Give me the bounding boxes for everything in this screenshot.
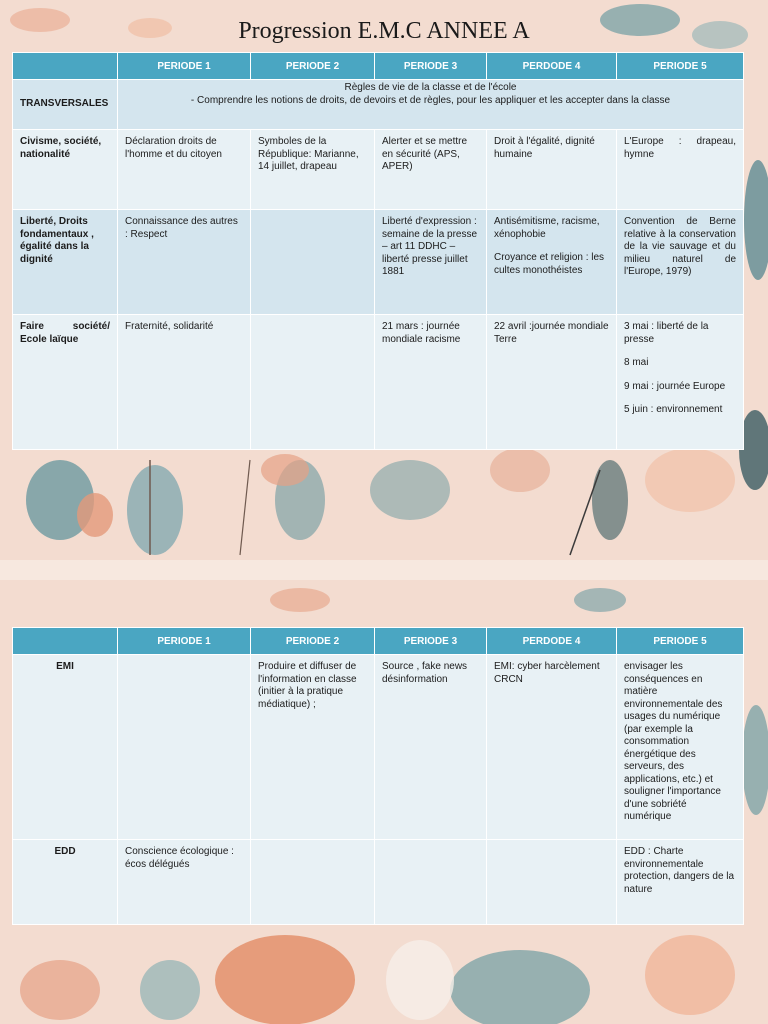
- cell-edd-p1: Conscience écologique : écos délégués: [118, 840, 251, 925]
- cell-civisme-p3: Alerter et se mettre en sécurité (APS, APER): [375, 130, 487, 210]
- cell-civisme-p5: L'Europe : drapeau, hymne: [617, 130, 744, 210]
- progression-table-1: [12, 52, 744, 450]
- row-label-emi: EMI: [13, 655, 118, 840]
- header-periode-5: PERIODE 5: [617, 53, 744, 80]
- cell-faire-p4: 22 avril :journée mondiale Terre: [487, 315, 617, 450]
- cell-civisme-p1: Déclaration droits de l'homme et du citoyen: [118, 130, 251, 210]
- cell-emi-p3: Source , fake news désinformation: [375, 655, 487, 840]
- cell-edd-p3: [375, 840, 487, 925]
- cell-faire-p5: [617, 315, 744, 450]
- transversales-line-1: Règles de vie de la classe et de l'école: [344, 82, 517, 93]
- faire-p5-line-3: 9 mai : journée Europe: [624, 380, 726, 392]
- header-periode-3: PERIODE 3: [375, 628, 487, 655]
- header-periode-4: PERDODE 4: [487, 628, 617, 655]
- cell-faire-p3: 21 mars : journée mondiale racisme: [375, 315, 487, 450]
- table-row: [13, 315, 744, 450]
- table-row: [13, 130, 744, 210]
- cell-edd-p5: EDD : Charte environnementale protection, dangers de la nature: [617, 840, 744, 925]
- header-empty: [13, 53, 118, 80]
- cell-edd-p4: [487, 840, 617, 925]
- liberte-p4-line-1: Antisémitisme, racisme, xénophobie: [494, 216, 600, 240]
- page-title: Progression E.M.C ANNEE A: [238, 18, 530, 44]
- row-label-faire-societe: Faire société/ Ecole laïque: [13, 315, 118, 450]
- header-periode-2: PERIODE 2: [251, 53, 375, 80]
- row-label-civisme: Civisme, société, nationalité: [13, 130, 118, 210]
- faire-p5-line-1: 3 mai : liberté de la presse: [624, 321, 709, 345]
- cell-emi-p1: [118, 655, 251, 840]
- cell-liberte-p3: Liberté d'expression : semaine de la presse – art 11 DDHC – liberté presse juillet 1881: [375, 210, 487, 315]
- header-periode-1: PERIODE 1: [118, 53, 251, 80]
- liberte-p4-line-2: Croyance et religion : les cultes monothéistes: [494, 252, 605, 276]
- row-label-transversales: TRANSVERSALES: [13, 80, 118, 130]
- faire-p5-line-4: 5 juin : environnement: [624, 404, 723, 415]
- cell-emi-p2: Produire et diffuser de l'information en classe (initier à la pratique médiatique) ;: [251, 655, 375, 840]
- cell-liberte-p2: [251, 210, 375, 315]
- row-label-edd: EDD: [13, 840, 118, 925]
- table-row: [13, 840, 744, 925]
- transversales-line-2: - Comprendre les notions de droits, de devoirs et de règles, pour les appliquer et les accepter dans la classe: [190, 94, 671, 106]
- progression-table-2: [12, 627, 744, 925]
- cell-emi-p5: envisager les conséquences en matière environnementale des usages du numérique (par exemple la consommation énergétique des serveurs, des applications, etc.) et souligner l'importance d'une sobriété numérique: [617, 655, 744, 840]
- header-periode-5: PERIODE 5: [617, 628, 744, 655]
- cell-liberte-p4: [487, 210, 617, 315]
- row-label-liberte: Liberté, Droits fondamentaux , égalité dans la dignité: [13, 210, 118, 315]
- faire-p5-line-2: 8 mai: [624, 357, 649, 368]
- cell-civisme-p4: Droit à l'égalité, dignité humaine: [487, 130, 617, 210]
- table-row: [13, 80, 744, 130]
- header-periode-3: PERIODE 3: [375, 53, 487, 80]
- header-periode-1: PERIODE 1: [118, 628, 251, 655]
- cell-faire-p1: Fraternité, solidarité: [118, 315, 251, 450]
- cell-edd-p2: [251, 840, 375, 925]
- cell-liberte-p1: Connaissance des autres : Respect: [118, 210, 251, 315]
- cell-civisme-p2: Symboles de la République: Marianne, 14 juillet, drapeau: [251, 130, 375, 210]
- header-row: [13, 53, 744, 80]
- table-row: [13, 210, 744, 315]
- cell-liberte-p5: Convention de Berne relative à la conservation de la vie sauvage et du milieu naturel de l'Europe, 1979): [617, 210, 744, 315]
- table-row: [13, 655, 744, 840]
- header-row: [13, 628, 744, 655]
- header-empty: [13, 628, 118, 655]
- transversales-content: [118, 80, 744, 130]
- cell-emi-p4: EMI: cyber harcèlement CRCN: [487, 655, 617, 840]
- cell-faire-p2: [251, 315, 375, 450]
- header-periode-4: PERDODE 4: [487, 53, 617, 80]
- header-periode-2: PERIODE 2: [251, 628, 375, 655]
